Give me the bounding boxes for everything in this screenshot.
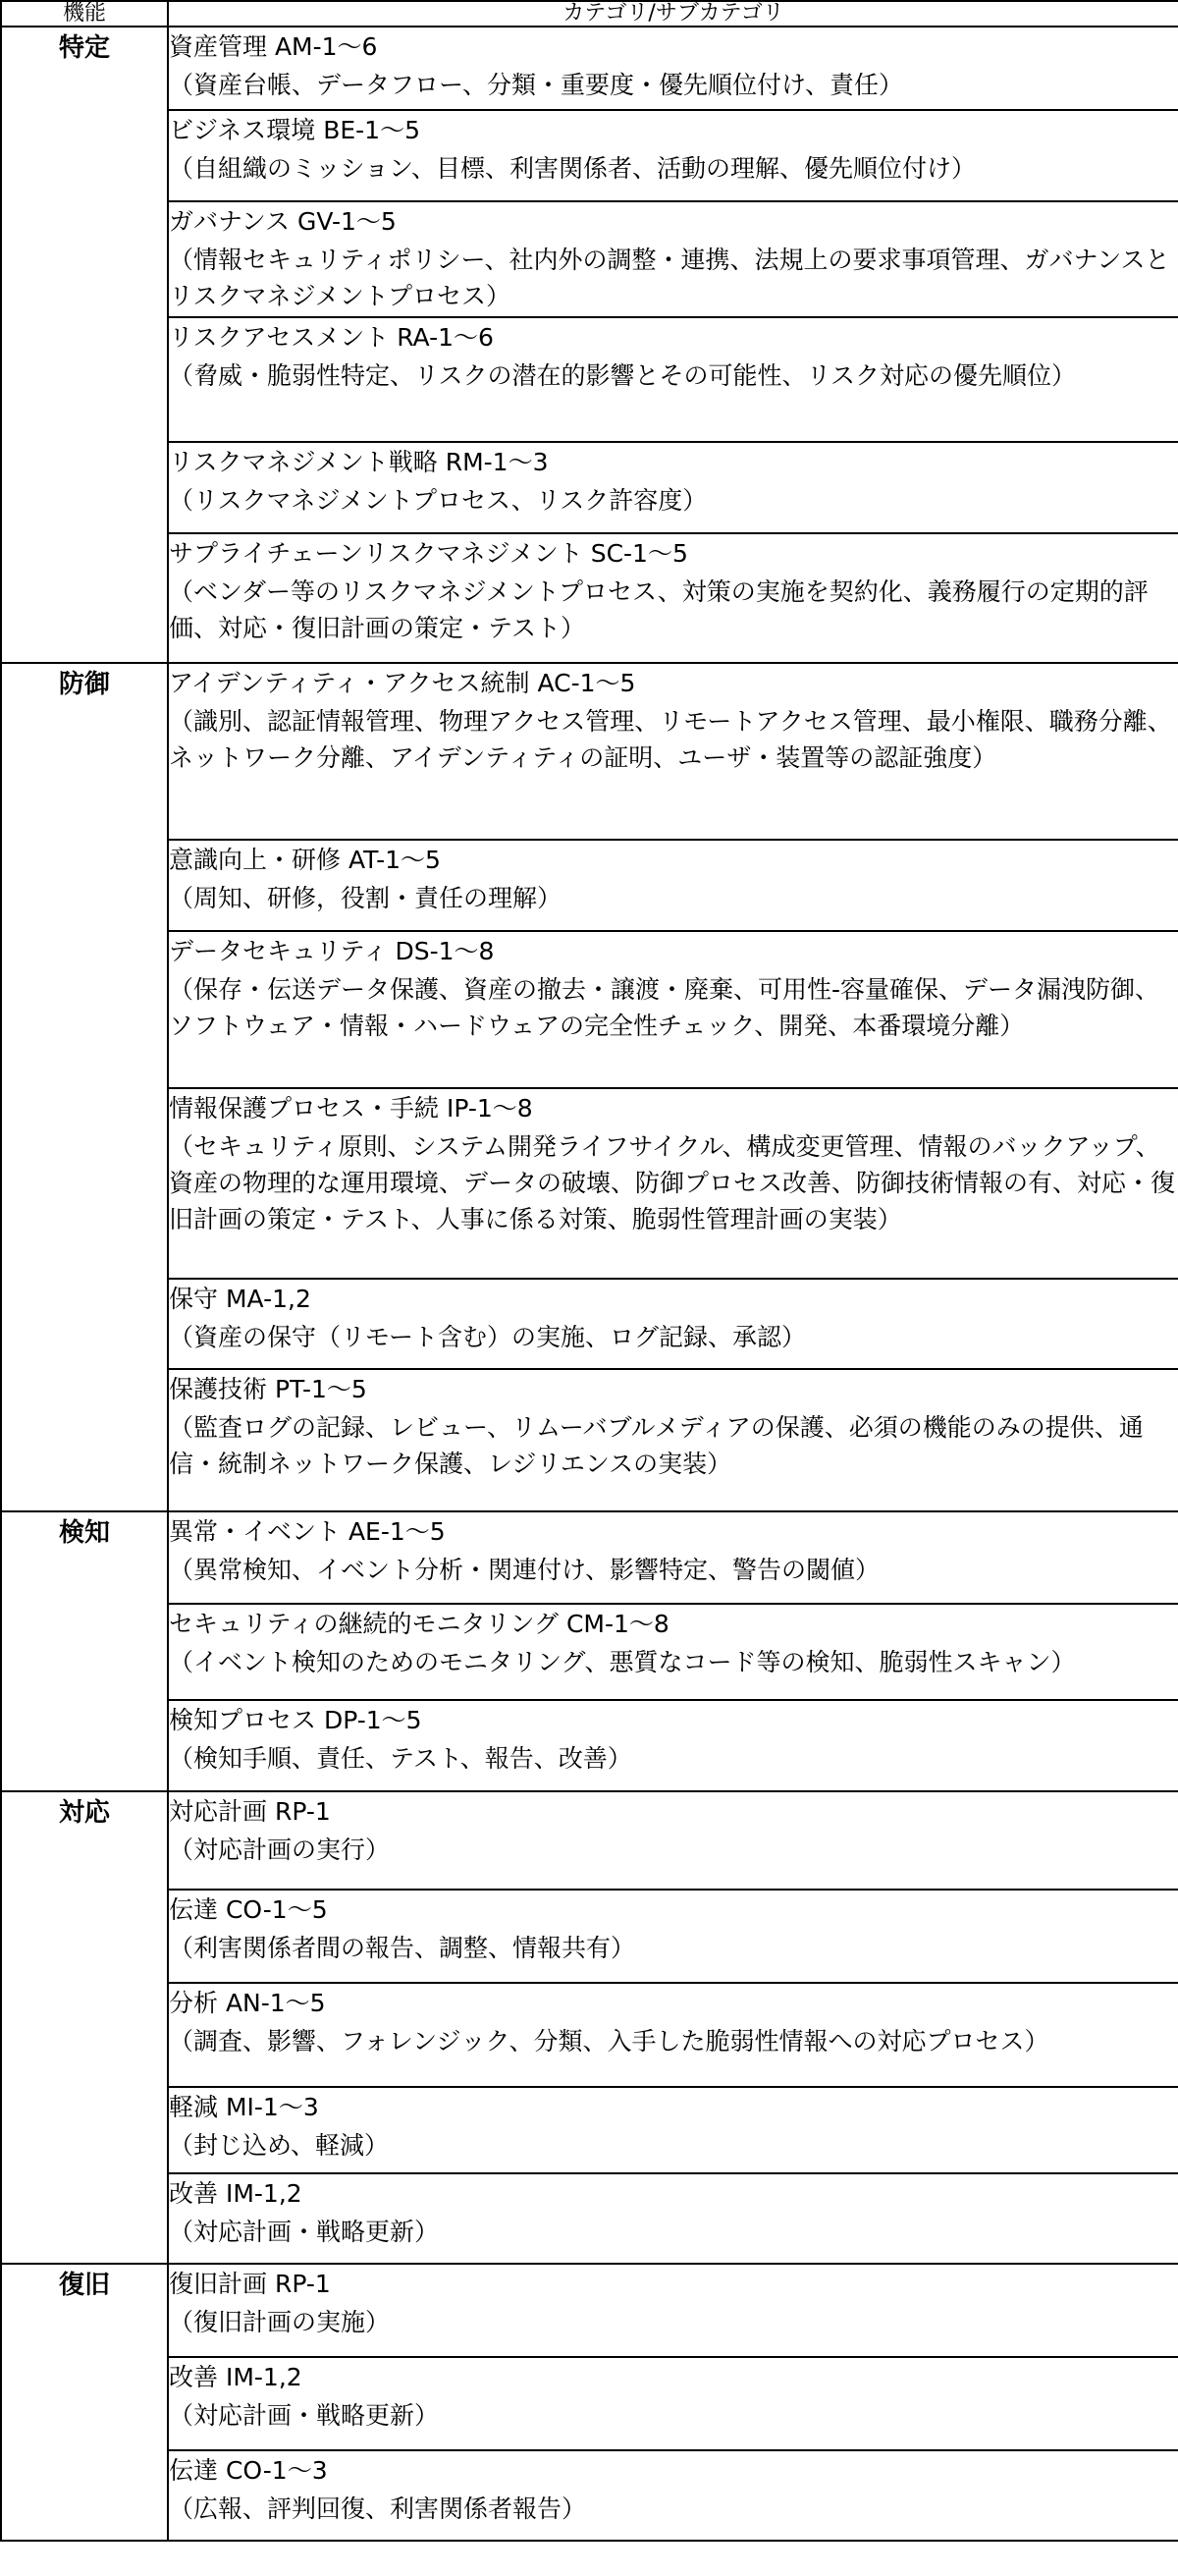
category-title: セキュリティの継続的モニタリング CM-1～8 [169,1610,669,1638]
category-title: 軽減 MI-1～3 [169,2093,319,2121]
table-row [1,1604,1178,1700]
category-cell [168,2450,1178,2541]
category-title: 情報保護プロセス・手続 IP-1～8 [169,1094,533,1123]
category-cell [168,442,1178,533]
category-desc: （復旧計画の実施） [169,2308,391,2336]
category-cell [168,1700,1178,1791]
category-cell [168,1791,1178,1890]
category-desc: （異常検知、イベント分析・関連付け、影響特定、警告の閾値） [169,1556,881,1584]
table-row [1,1088,1178,1279]
function-cell-recover: 復旧 [1,2264,168,2541]
category-title: 異常・イベント AE-1～5 [169,1517,446,1546]
category-desc: （対応計画・戦略更新） [169,2218,440,2246]
category-title: 伝達 CO-1～3 [169,2456,328,2485]
category-desc: （資産の保守（リモート含む）の実施、ログ記録、承認） [169,1323,807,1351]
category-cell [168,533,1178,663]
category-title: 改善 IM-1,2 [169,2363,302,2391]
table-row [1,201,1178,317]
category-cell [168,663,1178,840]
function-cell-protect: 防御 [1,663,168,1511]
category-title: データセキュリティ DS-1～8 [169,937,495,965]
category-title: 改善 IM-1,2 [169,2179,302,2208]
category-title: 資産管理 AM-1～6 [169,32,378,61]
category-title: ビジネス環境 BE-1～5 [169,116,420,144]
category-cell [168,1604,1178,1700]
table-row [1,533,1178,663]
category-cell [168,2087,1178,2173]
category-desc: （識別、認証情報管理、物理アクセス管理、リモートアクセス管理、最小権限、職務分離、ネットワーク分離、アイデンティティの証明、ユーザ・装置等の認証強度） [169,707,1172,772]
category-desc: （脅威・脆弱性特定、リスクの潜在的影響とその可能性、リスク対応の優先順位） [169,361,1077,390]
category-title: 意識向上・研修 AT-1～5 [169,846,441,874]
table-row [1,27,1178,110]
category-desc: （セキュリティ原則、システム開発ライフサイクル、構成変更管理、情報のバックアップ、資産の物理的な運用環境、データの破壊、防御プロセス改善、防御技術情報の有、対応・復旧計画の策定・テスト、人事に係る対策、脆弱性管理計画の実装） [169,1132,1176,1233]
category-title: 分析 AN-1～5 [169,1989,326,2017]
category-title: リスクマネジメント戦略 RM-1～3 [169,448,549,476]
header-function: 機能 [1,1,168,27]
category-desc: （リスクマネジメントプロセス、リスク許容度） [169,486,708,515]
table-row [1,840,1178,931]
function-cell-detect: 検知 [1,1511,168,1791]
category-desc: （資産台帳、データフロー、分類・重要度・優先順位付け、責任） [169,71,904,99]
table-row [1,317,1178,442]
category-desc: （利害関係者間の報告、調整、情報共有） [169,1934,636,1962]
header-row [1,1,1178,27]
table-row [1,2087,1178,2173]
category-cell [168,2264,1178,2357]
category-desc: （ベンダー等のリスクマネジメントプロセス、対策の実施を契約化、義務履行の定期的評価、対応・復旧計画の策定・テスト） [169,577,1149,642]
category-cell [168,1983,1178,2087]
table-row [1,2173,1178,2264]
table-row [1,442,1178,533]
table-row [1,931,1178,1088]
category-title: 対応計画 RP-1 [169,1797,331,1826]
category-title: 保護技術 PT-1～5 [169,1375,367,1403]
category-cell [168,840,1178,931]
category-cell [168,1369,1178,1511]
category-cell [168,201,1178,317]
category-desc: （自組織のミッション、目標、利害関係者、活動の理解、優先順位付け） [169,154,977,183]
category-title: サプライチェーンリスクマネジメント SC-1～5 [169,539,688,568]
category-desc: （対応計画・戦略更新） [169,2401,440,2430]
category-desc: （保存・伝送データ保護、資産の撤去・譲渡・廃棄、可用性-容量確保、データ漏洩防御、ソフトウェア・情報・ハードウェアの完全性チェック、開発、本番環境分離） [169,975,1160,1040]
category-cell [168,2173,1178,2264]
category-cell [168,317,1178,442]
category-title: 伝達 CO-1～5 [169,1895,328,1924]
category-cell [168,27,1178,110]
table-row [1,1890,1178,1983]
category-desc: （イベント検知のためのモニタリング、悪質なコード等の検知、脆弱性スキャン） [169,1648,1076,1676]
category-cell [168,2357,1178,2450]
category-title: リスクアセスメント RA-1～6 [169,323,494,352]
table-row [1,2264,1178,2357]
table-row [1,2450,1178,2541]
function-cell-respond: 対応 [1,1791,168,2264]
category-cell [168,1890,1178,1983]
table-row [1,2357,1178,2450]
category-title: 保守 MA-1,2 [169,1285,311,1313]
category-cell [168,1511,1178,1604]
category-title: ガバナンス GV-1～5 [169,207,397,236]
category-desc: （周知、研修，役割・責任の理解） [169,884,562,912]
table-row [1,1511,1178,1604]
category-cell [168,1279,1178,1369]
header-category: カテゴリ/サブカテゴリ [168,1,1178,27]
category-desc: （対応計画の実行） [169,1836,391,1864]
table-row [1,110,1178,201]
category-cell [168,931,1178,1088]
category-title: アイデンティティ・アクセス統制 AC-1～5 [169,669,636,697]
category-desc: （広報、評判回復、利害関係者報告） [169,2494,587,2523]
category-desc: （封じ込め、軽減） [169,2131,390,2160]
table-row [1,1983,1178,2087]
category-cell [168,110,1178,201]
category-title: 復旧計画 RP-1 [169,2270,331,2298]
category-cell [168,1088,1178,1279]
category-desc: （情報セキュリティポリシー、社内外の調整・連携、法規上の要求事項管理、ガバナンスとリスクマネジメントプロセス） [169,246,1170,310]
category-desc: （検知手順、責任、テスト、報告、改善） [169,1744,632,1773]
table-row [1,1700,1178,1791]
category-desc: （監査ログの記録、レビュー、リムーバブルメディアの保護、必須の機能のみの提供、通信・統制ネットワーク保護、レジリエンスの実装） [169,1413,1144,1478]
table-row [1,1369,1178,1511]
category-title: 検知プロセス DP-1～5 [169,1706,422,1734]
table-row [1,1279,1178,1369]
table-row [1,1791,1178,1890]
function-cell-identify: 特定 [1,27,168,663]
table-row [1,663,1178,840]
category-desc: （調査、影響、フォレンジック、分類、入手した脆弱性情報への対応プロセス） [169,2027,1049,2055]
